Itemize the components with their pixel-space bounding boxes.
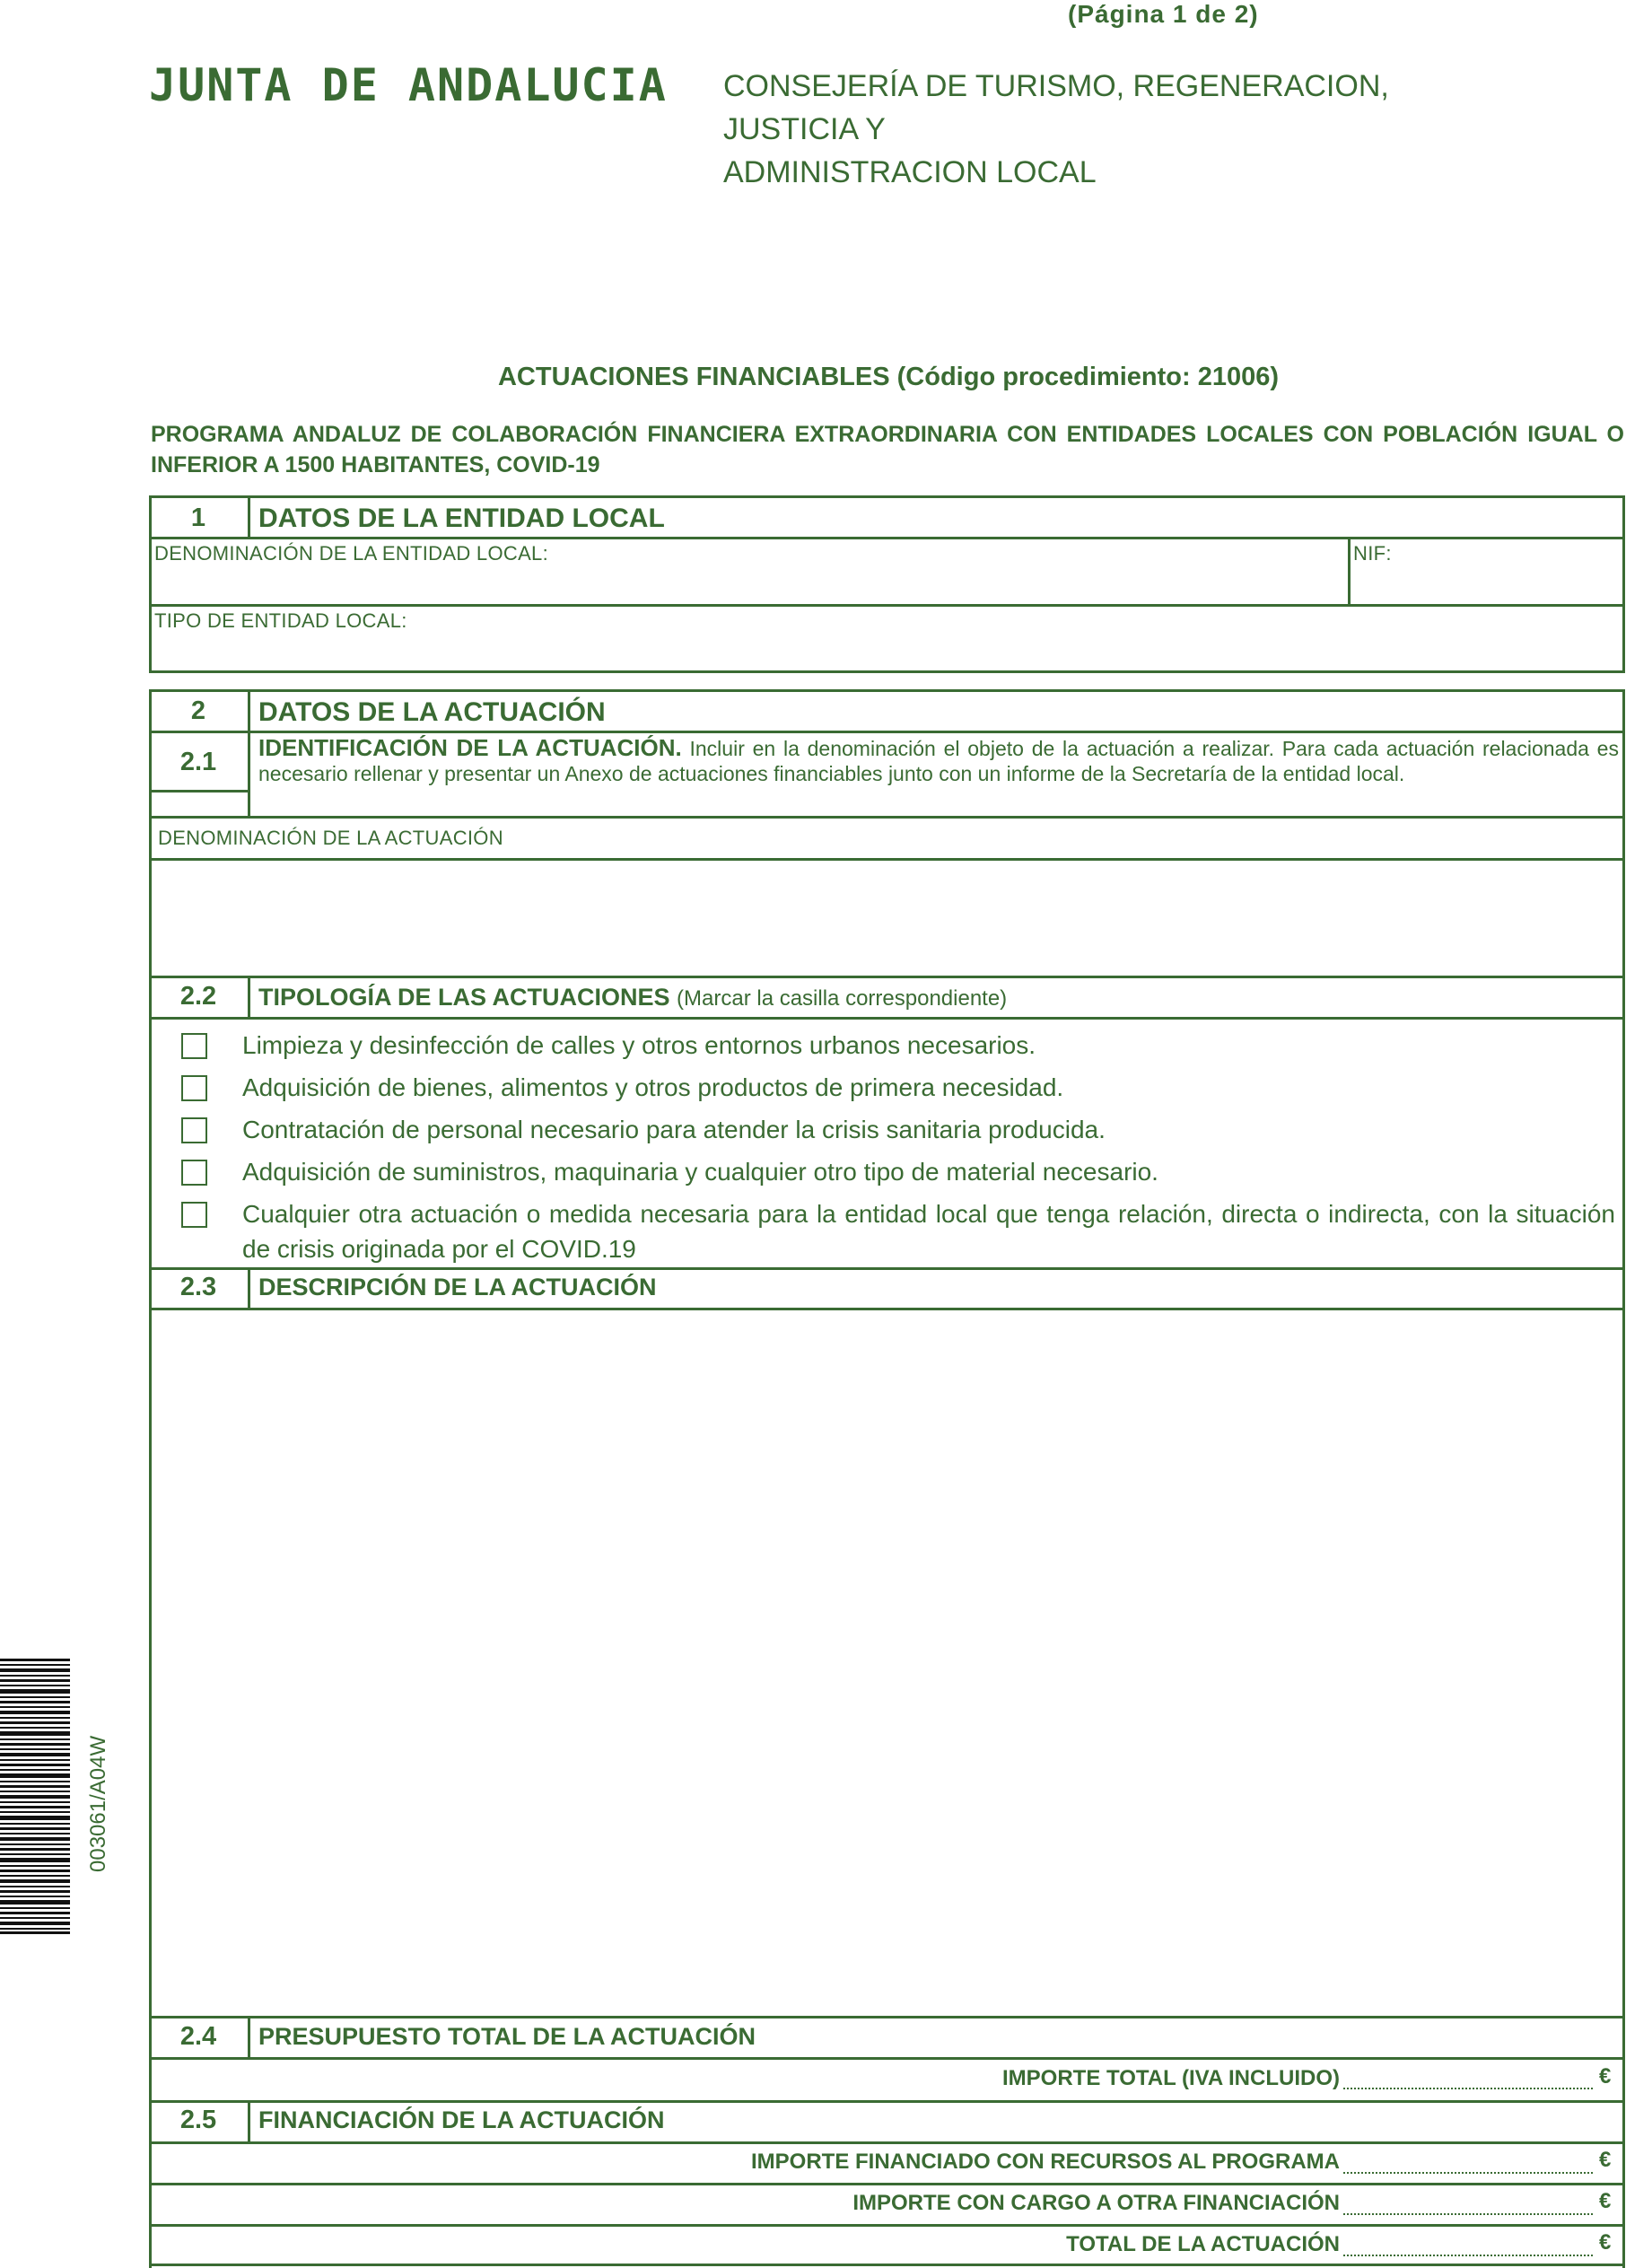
entidad-denominacion-field[interactable] (154, 567, 1339, 601)
divider (149, 790, 249, 792)
total-actuacion-label: TOTAL DE LA ACTUACIÓN (1066, 2232, 1340, 2256)
section21-number: 2.1 (179, 748, 217, 776)
page-indicator: (Página 1 de 2) (1068, 0, 1259, 28)
divider (149, 1308, 1625, 1310)
document-code: 003061/A04W (86, 1735, 110, 1872)
divider (149, 2264, 1625, 2266)
option-label: Adquisición de bienes, alimentos y otros productos de primera necesidad. (242, 1073, 1064, 1101)
option-checkbox[interactable] (181, 1033, 207, 1059)
importe-otra-financiacion-label: IMPORTE CON CARGO A OTRA FINANCIACIÓN (852, 2191, 1340, 2215)
section1-number: 1 (190, 504, 206, 532)
divider (149, 2141, 1625, 2144)
divider (248, 2016, 250, 2059)
section25-title: FINANCIACIÓN DE LA ACTUACIÓN (258, 2106, 665, 2133)
divider (149, 1017, 1625, 1020)
consejeria-line2: ADMINISTRACION LOCAL (723, 155, 1097, 189)
section2-number: 2 (190, 696, 206, 725)
option-checkbox[interactable] (181, 1117, 207, 1143)
section23-number: 2.3 (179, 1273, 217, 1301)
consejeria-line1: CONSEJERÍA DE TURISMO, REGENERACION, JUSTICIA Y (723, 69, 1389, 146)
barcode-image (0, 1657, 70, 1935)
actuacion-denominacion-label: DENOMINACIÓN DE LA ACTUACIÓN (158, 827, 503, 849)
euro-symbol: € (1599, 2064, 1612, 2088)
section24-title: PRESUPUESTO TOTAL DE LA ACTUACIÓN (258, 2023, 756, 2050)
section24-number: 2.4 (179, 2022, 217, 2051)
section1-title: DATOS DE LA ENTIDAD LOCAL (258, 504, 665, 533)
divider (248, 495, 250, 539)
option-label: Limpieza y desinfección de calles y otros entornos urbanos necesarios. (242, 1031, 1036, 1059)
document-title: ACTUACIONES FINANCIABLES (Código procedimiento: 21006) (497, 363, 1280, 391)
divider (149, 976, 1625, 978)
divider (149, 816, 1625, 819)
divider (248, 976, 250, 1019)
nif-label: NIF: (1353, 542, 1392, 565)
divider (248, 1267, 250, 1309)
divider (149, 2016, 1625, 2018)
euro-symbol: € (1599, 2230, 1612, 2255)
section2-title: DATOS DE LA ACTUACIÓN (258, 697, 606, 727)
divider (149, 1267, 1625, 1270)
section25-number: 2.5 (179, 2106, 217, 2134)
divider (149, 731, 1625, 733)
section22-header (258, 984, 1007, 1011)
program-title: PROGRAMA ANDALUZ DE COLABORACIÓN FINANCIERA EXTRAORDINARIA CON ENTIDADES LOCALES CON POBLACIÓN IGUAL O INFERIOR A 1500 HABITANTES, COVID-19 (151, 422, 1624, 477)
importe-financiado-field[interactable] (1343, 2172, 1593, 2174)
descripcion-field[interactable] (154, 1313, 1619, 2013)
option-label: Cualquier otra actuación o medida necesaria para la entidad local que tenga relación, directa o indirecta, con la situación de crisis originada por el COVID.19 (242, 1200, 1615, 1263)
section21-description: Incluir en la denominación el objeto de la actuación a realizar. Para cada actuación relacionada es necesario rellenar y presentar un Anexo de actuaciones financiables junto con un informe de la Secretaría de la entidad local. (258, 737, 1619, 785)
divider (248, 689, 250, 818)
section21-title: IDENTIFICACIÓN DE LA ACTUACIÓN. (258, 734, 682, 761)
divider (149, 604, 1625, 607)
divider (149, 2057, 1625, 2060)
section21-header (258, 735, 1619, 786)
consejeria-name (723, 65, 1531, 194)
divider (149, 537, 1625, 539)
section22-title: TIPOLOGÍA DE LAS ACTUACIONES (258, 984, 670, 1011)
option-label: Contratación de personal necesario para atender la crisis sanitaria producida. (242, 1116, 1106, 1143)
option-checkbox[interactable] (181, 1202, 207, 1228)
importe-otra-financiacion-field[interactable] (1343, 2213, 1593, 2215)
actuacion-denominacion-field[interactable] (154, 863, 1619, 973)
importe-total-label: IMPORTE TOTAL (IVA INCLUIDO) (1002, 2066, 1340, 2090)
divider (248, 2100, 250, 2143)
total-actuacion-field[interactable] (1343, 2255, 1593, 2256)
euro-symbol: € (1599, 2189, 1612, 2213)
option-checkbox[interactable] (181, 1160, 207, 1186)
importe-total-field[interactable] (1343, 2088, 1593, 2089)
section22-number: 2.2 (179, 982, 217, 1011)
divider (149, 2183, 1625, 2185)
tipo-entidad-label: TIPO DE ENTIDAD LOCAL: (154, 609, 407, 632)
divider (1348, 537, 1351, 606)
section22-hint: (Marcar la casilla correspondiente) (677, 986, 1008, 1011)
option-checkbox[interactable] (181, 1075, 207, 1101)
section23-title: DESCRIPCIÓN DE LA ACTUACIÓN (258, 1274, 657, 1300)
divider (149, 2224, 1625, 2227)
entidad-denominacion-label: DENOMINACIÓN DE LA ENTIDAD LOCAL: (154, 542, 548, 565)
divider (149, 858, 1625, 861)
option-label: Adquisición de suministros, maquinaria y cualquier otro tipo de material necesario. (242, 1158, 1158, 1186)
euro-symbol: € (1599, 2148, 1612, 2172)
junta-logo: JUNTA DE ANDALUCIA (149, 59, 668, 111)
importe-financiado-label: IMPORTE FINANCIADO CON RECURSOS AL PROGRAMA (750, 2150, 1340, 2174)
nif-field[interactable] (1353, 567, 1619, 601)
divider (149, 2100, 1625, 2103)
tipo-entidad-field[interactable] (154, 635, 1617, 669)
